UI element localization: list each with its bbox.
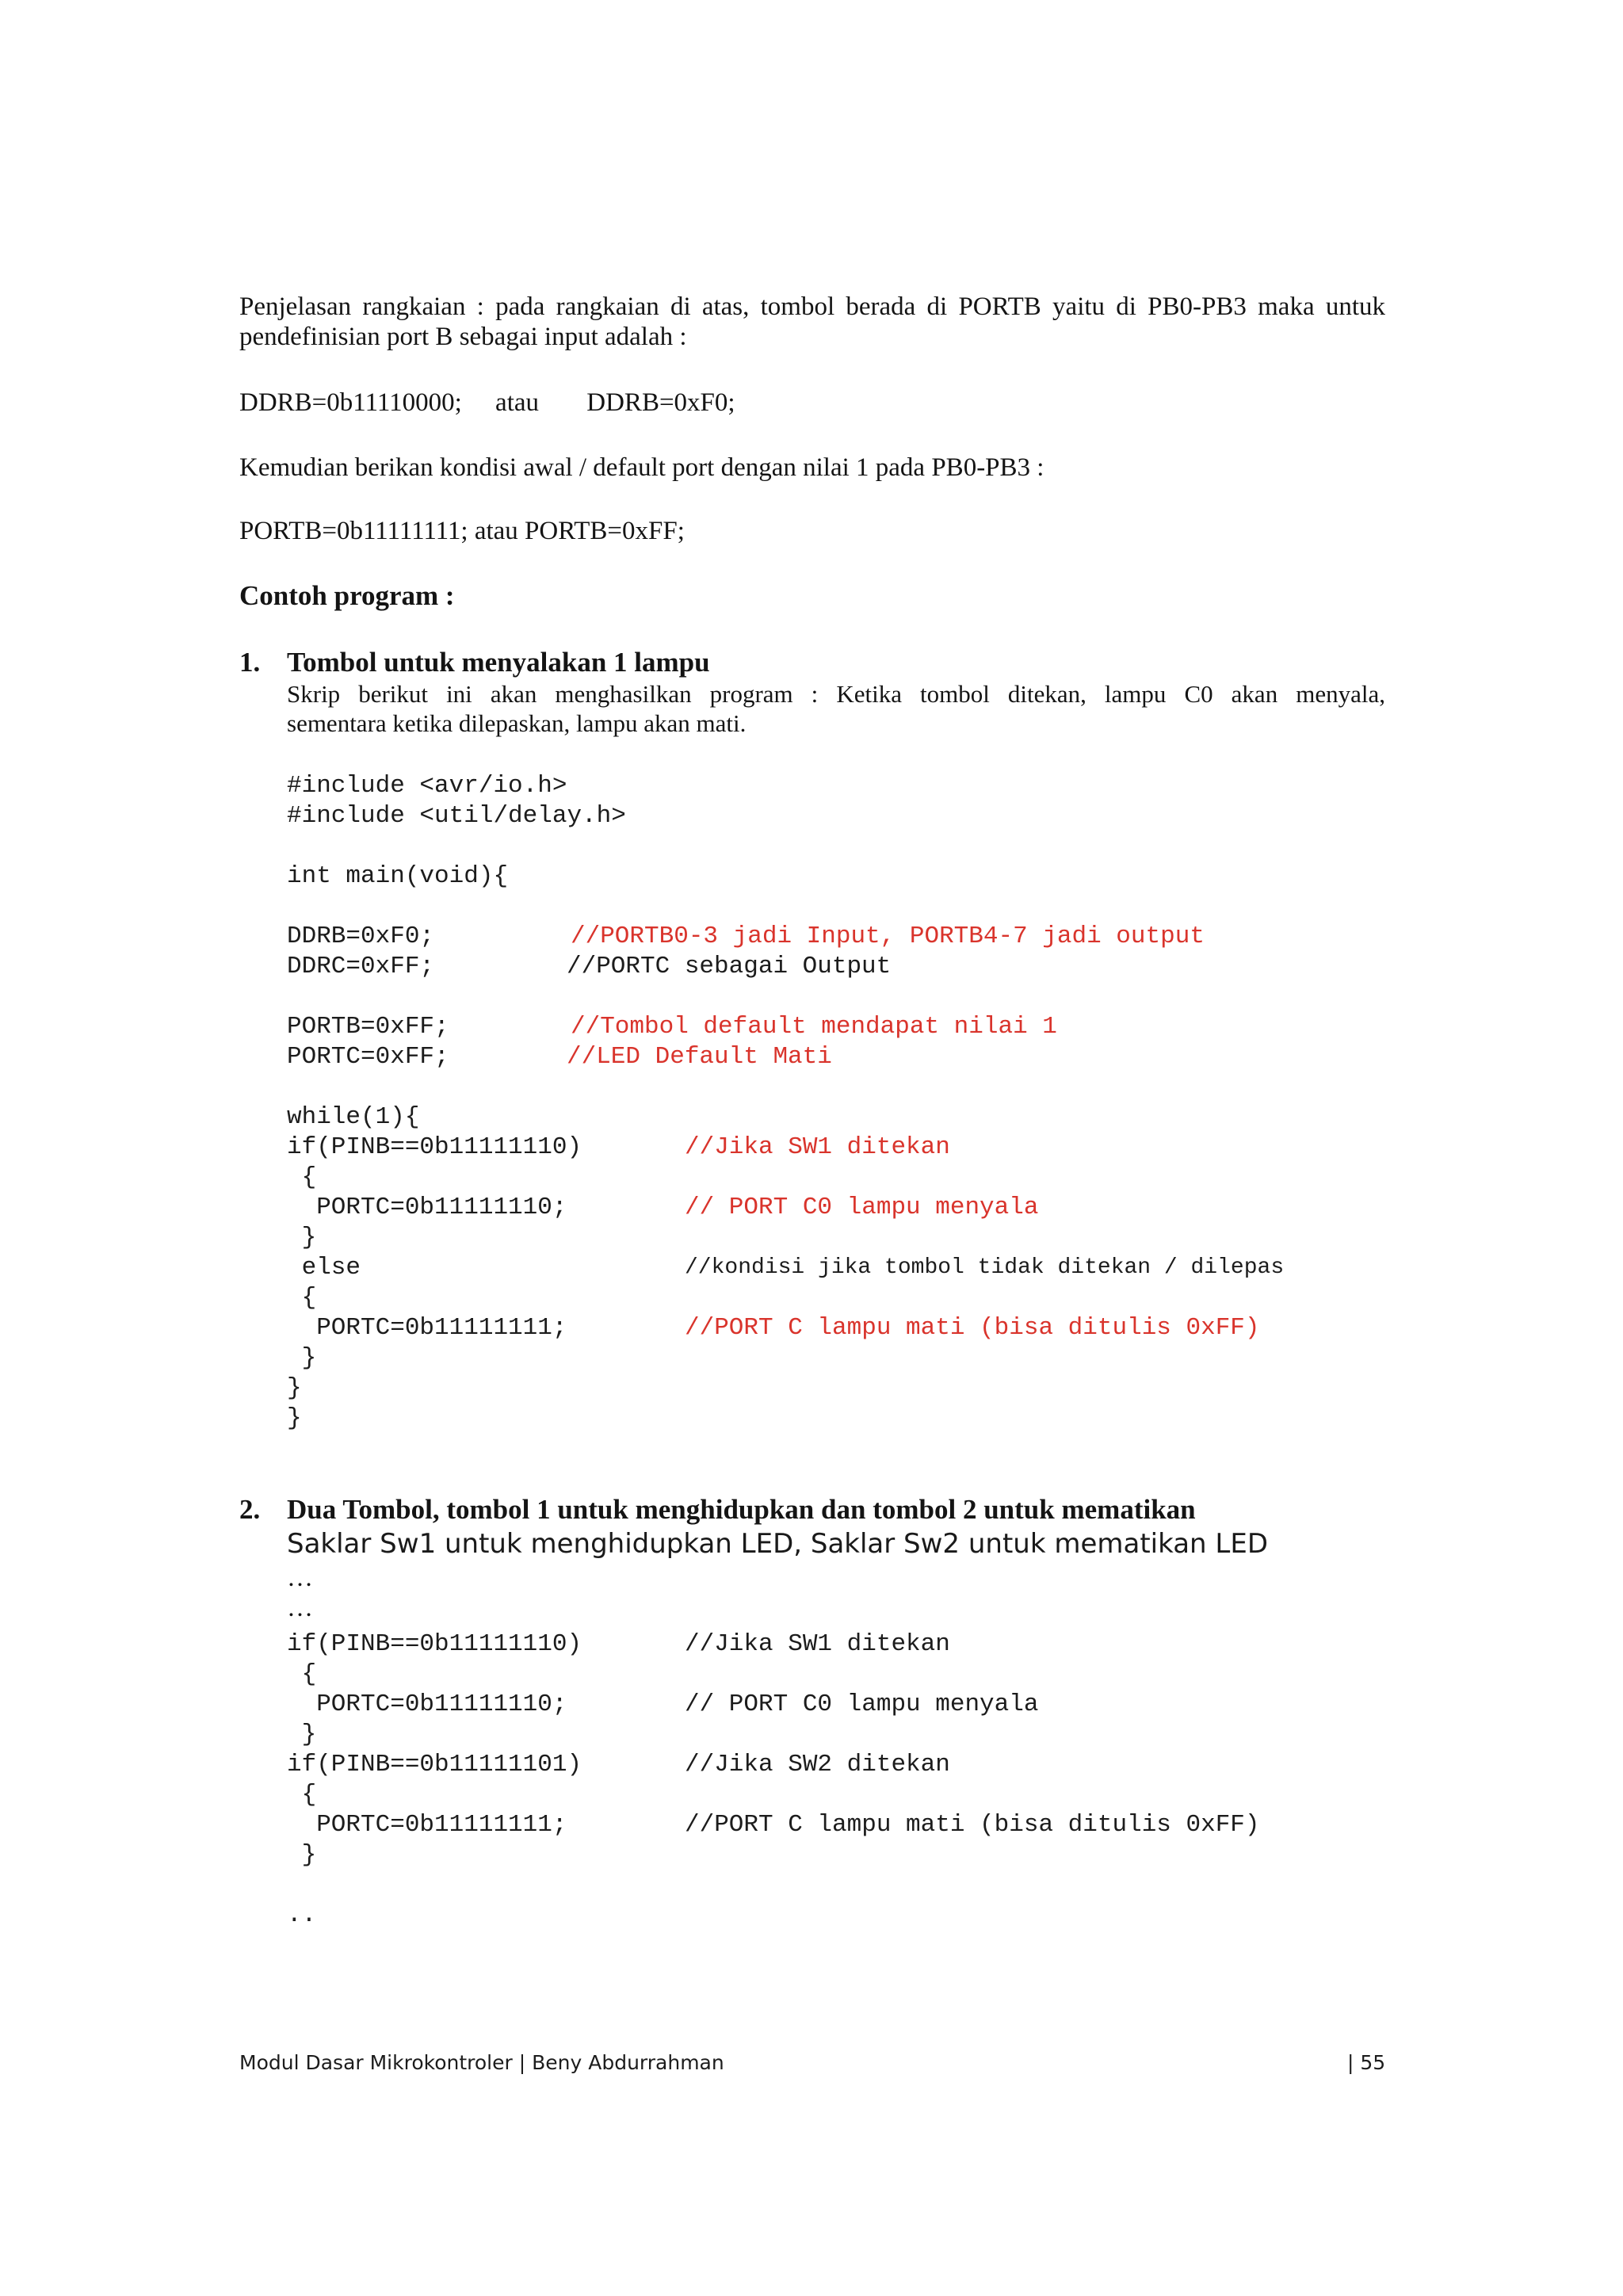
code2-brace-close-1: } <box>287 1721 317 1748</box>
code2-if-sw1-comment: //Jika SW1 ditekan <box>685 1630 950 1658</box>
code2-portc-on-comment: // PORT C0 lampu menyala <box>685 1690 1039 1718</box>
code-portc-on: PORTC=0b11111110; <box>287 1194 567 1221</box>
code-portb-comment: //Tombol default mendapat nilai 1 <box>571 1013 1057 1041</box>
code2-portc-off-comment: //PORT C lampu mati (bisa ditulis 0xFF) <box>685 1811 1260 1839</box>
contoh-program-heading: Contoh program : <box>239 580 455 611</box>
code2-portc-off: PORTC=0b11111111; <box>287 1811 567 1839</box>
section2-title: Dua Tombol, tombol 1 untuk menghidupkan dan tombol 2 untuk mematikan <box>287 1494 1196 1525</box>
code2-if-sw1: if(PINB==0b11111110) <box>287 1630 582 1658</box>
code2-brace-open-2: { <box>287 1781 317 1809</box>
section2-code-block <box>287 1629 1396 1946</box>
intro-paragraph <box>239 292 1385 352</box>
code-brace-close-3: } <box>287 1374 302 1402</box>
code-brace-open-1: { <box>287 1163 317 1191</box>
section1-code-block <box>287 771 1396 1437</box>
code2-end-dots: .. <box>287 1901 317 1929</box>
intro-line-2: pendefinisian port B sebagai input adalah : <box>239 323 687 351</box>
code-if: if(PINB==0b11111110) <box>287 1133 582 1161</box>
section2-subtitle: Saklar Sw1 untuk menghidupkan LED, Saklar Sw2 untuk mematikan LED <box>287 1528 1268 1560</box>
code-portc-comment: //LED Default Mati <box>567 1043 832 1071</box>
code-portb: PORTB=0xFF; <box>287 1013 449 1041</box>
code-else-comment: //kondisi jika tombol tidak ditekan / dilepas <box>685 1255 1285 1280</box>
portb-default-line: PORTB=0b11111111; atau PORTB=0xFF; <box>239 517 685 545</box>
ddrb-hex: DDRB=0xF0; <box>586 388 735 417</box>
code-else: else <box>287 1254 361 1282</box>
default-port-text: Kemudian berikan kondisi awal / default port dengan nilai 1 pada PB0-PB3 : <box>239 453 1044 482</box>
section1-number: 1. <box>239 647 261 678</box>
code-portc-off-comment: //PORT C lampu mati (bisa ditulis 0xFF) <box>685 1314 1260 1342</box>
section2-number: 2. <box>239 1494 261 1525</box>
section1-title: Tombol untuk menyalakan 1 lampu <box>287 647 710 678</box>
code-include-delay: #include <util/delay.h> <box>287 802 626 830</box>
code-portc-on-comment: // PORT C0 lampu menyala <box>685 1194 1039 1221</box>
code-brace-close-1: } <box>287 1224 317 1251</box>
ddrb-definition <box>239 388 1385 418</box>
code2-if-sw2: if(PINB==0b11111101) <box>287 1751 582 1778</box>
ddrb-atau: atau <box>495 388 540 417</box>
code-include-avr: #include <avr/io.h> <box>287 772 567 800</box>
code-main: int main(void){ <box>287 862 509 890</box>
code2-if-sw2-comment: //Jika SW2 ditekan <box>685 1751 950 1778</box>
footer-left: Modul Dasar Mikrokontroler | Beny Abdurrahman <box>239 2051 724 2074</box>
intro-line-1: Penjelasan rangkaian : pada rangkaian di atas, tombol berada di PORTB yaitu di PB0-PB3 maka untuk <box>239 292 1385 321</box>
code-while: while(1){ <box>287 1103 420 1131</box>
footer-page-number: | 55 <box>1347 2051 1386 2074</box>
code-portc: PORTC=0xFF; <box>287 1043 449 1071</box>
code2-brace-open-1: { <box>287 1660 317 1688</box>
code-ddrb-comment: //PORTB0-3 jadi Input, PORTB4-7 jadi output <box>571 923 1205 950</box>
code-ddrb: DDRB=0xF0; <box>287 923 435 950</box>
code2-brace-close-2: } <box>287 1841 317 1869</box>
section1-desc-line-2: sementara ketika dilepaskan, lampu akan mati. <box>287 709 747 737</box>
ddrb-binary: DDRB=0b11110000; <box>239 388 462 417</box>
code2-portc-on: PORTC=0b11111110; <box>287 1690 567 1718</box>
code-brace-open-2: { <box>287 1284 317 1312</box>
section2-dots-2: … <box>287 1594 313 1622</box>
section1-desc-line-1: Skrip berikut ini akan menghasilkan program : Ketika tombol ditekan, lampu C0 akan menyala, <box>287 680 1385 708</box>
section1-description <box>287 679 1385 738</box>
section2-dots-1: … <box>287 1564 313 1592</box>
code-if-comment: //Jika SW1 ditekan <box>685 1133 950 1161</box>
code-ddrc-comment: //PORTC sebagai Output <box>567 953 892 980</box>
code-brace-close-4: } <box>287 1404 302 1432</box>
code-ddrc: DDRC=0xFF; <box>287 953 435 980</box>
code-brace-close-2: } <box>287 1344 317 1372</box>
code-portc-off: PORTC=0b11111111; <box>287 1314 567 1342</box>
